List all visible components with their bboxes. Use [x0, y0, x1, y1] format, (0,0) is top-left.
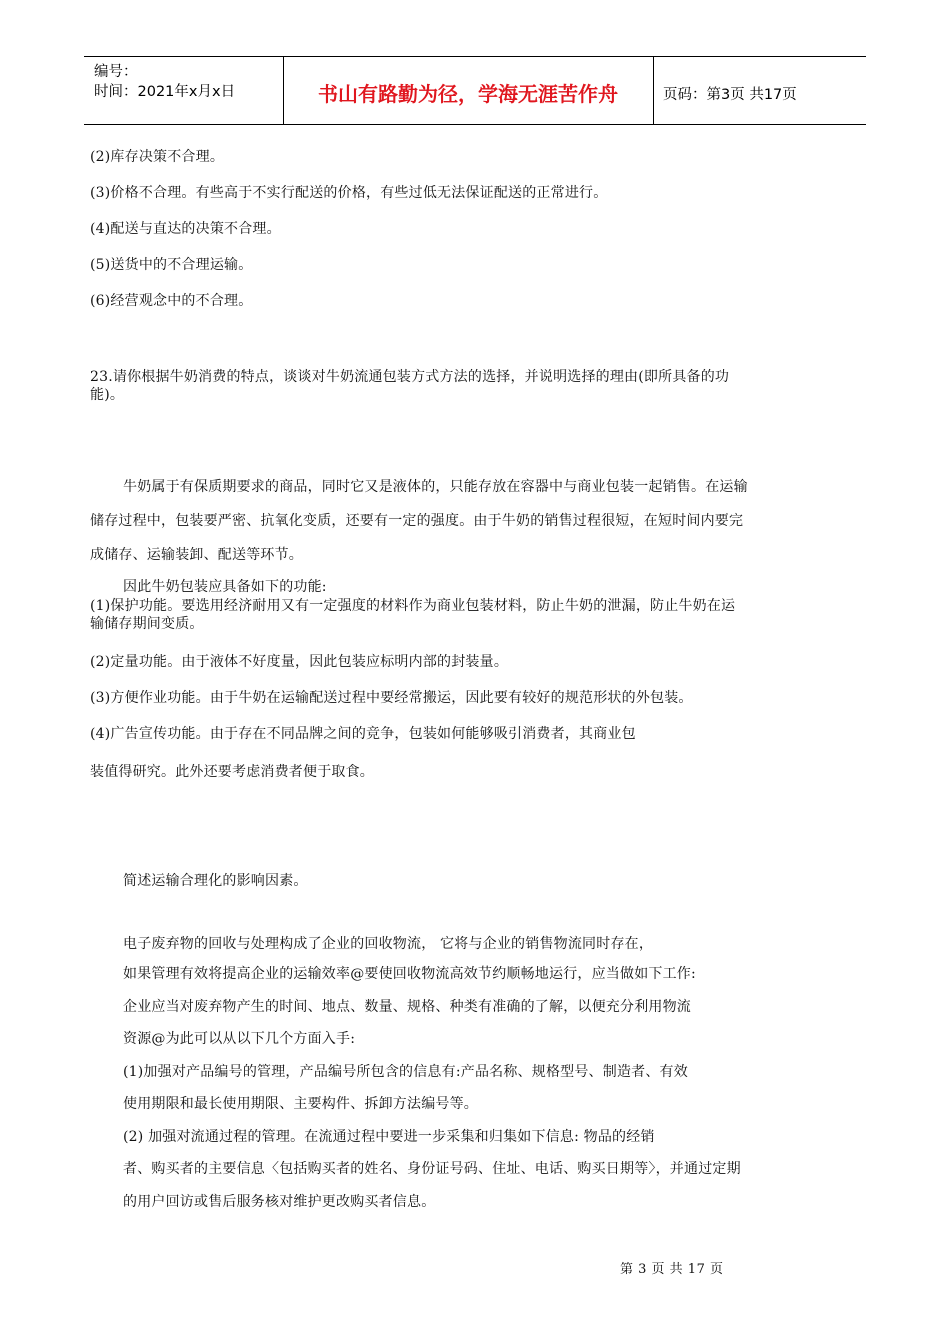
ewaste-line7: (2) 加强对流通过程的管理。在流通过程中要进一步采集和归集如下信息: 物品的经销 [123, 1129, 655, 1145]
milk-paragraph-line2: 储存过程中，包装要严密、抗氧化变质，还要有一定的强度。由于牛奶的销售过程很短，在短时间内要完 [90, 513, 744, 529]
header-number-label: 编号： [94, 64, 138, 80]
ewaste-line6: 使用期限和最长使用期限、主要构件、拆卸方法编号等。 [123, 1096, 478, 1112]
list-item-4: (4)配送与直达的决策不合理。 [90, 221, 281, 237]
function-1-line1: (1)保护功能。要选用经济耐用又有一定强度的材料作为商业包装材料，防止牛奶的泄漏，防止牛奶在运 [90, 598, 736, 614]
function-3: (3)方便作业功能。由于牛奶在运输配送过程中要经常搬运，因此要有较好的规范形状的外包装。 [90, 690, 693, 706]
ewaste-line5: (1)加强对产品编号的管理，产品编号所包含的信息有:产品名称、规格型号、制造者、有效 [123, 1064, 688, 1080]
function-1-line2: 输储存期间变质。 [90, 616, 204, 632]
list-item-2: (2)库存决策不合理。 [90, 149, 225, 165]
header-page-label: 页码：第3页 共17页 [663, 87, 797, 103]
milk-paragraph-line3: 成储存、运输装卸、配送等环节。 [90, 547, 303, 563]
question-transport: 简述运输合理化的影响因素。 [123, 873, 308, 889]
ewaste-line9: 的用户回访或售后服务核对维护更改购买者信息。 [123, 1194, 436, 1210]
header-motto: 书山有路勤为径，学海无涯苦作舟 [318, 82, 618, 106]
question-23-line2: 能)。 [90, 387, 125, 403]
header-bottom-border [84, 124, 866, 125]
ewaste-line8: 者、购买者的主要信息〈包括购买者的姓名、身份证号码、住址、电话、购买日期等〉，并通过定期 [123, 1161, 741, 1177]
list-item-6: (6)经营观念中的不合理。 [90, 293, 253, 309]
functions-intro: 因此牛奶包装应具备如下的功能: [123, 579, 327, 595]
question-23-line1: 23.请你根据牛奶消费的特点，谈谈对牛奶流通包装方式方法的选择，并说明选择的理由(即所具备的功 [90, 369, 730, 385]
header-divider-right [653, 56, 654, 125]
ewaste-line3: 企业应当对废弃物产生的时间、地点、数量、规格、种类有准确的了解，以便充分利用物流 [123, 999, 691, 1015]
ewaste-line4: 资源@为此可以从以下几个方面入手: [123, 1031, 356, 1047]
function-4-line2: 装值得研究。此外还要考虑消费者便于取食。 [90, 764, 374, 780]
page-footer: 第 3 页 共 17 页 [620, 1262, 724, 1277]
header-top-border [84, 56, 866, 57]
list-item-3: (3)价格不合理。有些高于不实行配送的价格，有些过低无法保证配送的正常进行。 [90, 185, 608, 201]
function-2: (2)定量功能。由于液体不好度量，因此包装应标明内部的封装量。 [90, 654, 509, 670]
milk-paragraph-line1: 牛奶属于有保质期要求的商品，同时它又是液体的，只能存放在容器中与商业包装一起销售。在运输 [123, 479, 748, 495]
header-time-label: 时间：2021年x月x日 [94, 84, 236, 100]
list-item-5: (5)送货中的不合理运输。 [90, 257, 253, 273]
function-4-line1: (4)广告宣传功能。由于存在不同品牌之间的竞争，包装如何能够吸引消费者，其商业包 [90, 726, 636, 742]
ewaste-line1: 电子废弃物的回收与处理构成了企业的回收物流， 它将与企业的销售物流同时存在， [123, 936, 654, 952]
ewaste-line2: 如果管理有效将提高企业的运输效率@要使回收物流高效节约顺畅地运行，应当做如下工作: [123, 966, 696, 982]
